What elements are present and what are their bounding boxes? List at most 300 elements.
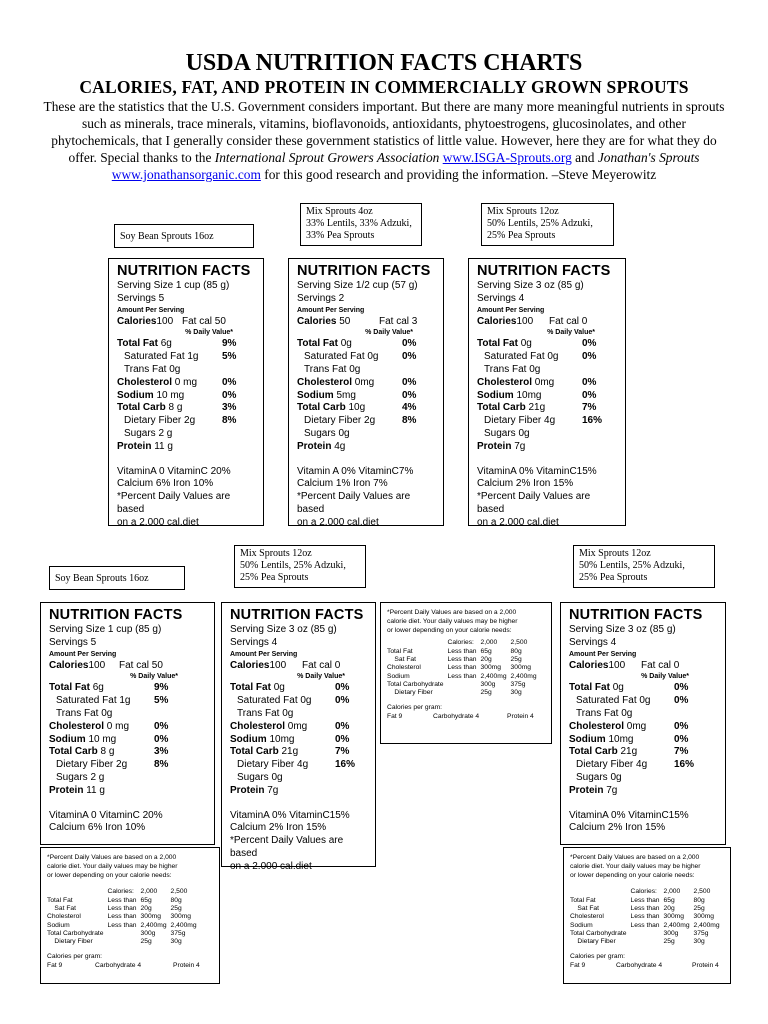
dv-table-row: [570, 905, 724, 913]
dv-footnote-bottom-right: [563, 847, 731, 984]
dv-table-cell: Cholesterol: [47, 913, 81, 921]
dv-table-row: [387, 648, 541, 656]
sat-fat-dv: 0%: [402, 351, 417, 363]
dv-table-row: [570, 913, 724, 921]
calories-value: 100: [88, 659, 106, 671]
dv-table-cell: 2,000: [480, 639, 498, 647]
cholesterol-label: Cholesterol: [297, 376, 353, 388]
cpg-fat: Fat 9: [387, 713, 403, 721]
dv-table-cell: Less than: [107, 904, 137, 912]
dv-table-cell: Less than: [447, 647, 477, 655]
protein-amount: 7g: [511, 440, 526, 452]
footnote-line: *Percent Daily Values are based: [117, 491, 231, 515]
total-carb-dv: 4%: [402, 402, 417, 414]
servings: Servings 4: [569, 636, 617, 648]
total-fat-dv: 0%: [674, 682, 689, 694]
mineral-line: Calcium 6% Iron 10%: [49, 822, 146, 834]
calories-value: 100: [156, 315, 174, 327]
calories-label: Calories: [49, 659, 89, 671]
fiber-amount: 2g: [361, 415, 376, 427]
mineral-line: Calcium 1% Iron 7%: [297, 478, 388, 490]
cpg-carb: Carbohydrate 4: [433, 713, 480, 721]
sodium-label: Sodium: [117, 389, 154, 401]
dv-table-cell: Calories:: [447, 639, 474, 647]
label-line: 25% Pea Sprouts: [487, 230, 556, 241]
sat-fat-dv: 0%: [674, 695, 689, 707]
dv-table-cell: Sodium: [387, 672, 410, 680]
dv-table-row: [387, 656, 541, 664]
protein-amount: 7g: [264, 784, 279, 796]
sodium-amount: 10mg: [605, 733, 634, 745]
dv-table-cell: Dietary Fiber: [387, 689, 433, 697]
dv-table-cell: [448, 681, 481, 689]
calories-per-gram: Calories per gram:: [47, 953, 103, 961]
dv-table-cell: Sat Fat: [570, 904, 599, 912]
dv-table-cell: Less than: [447, 664, 477, 672]
total-fat-amount: 6g: [157, 338, 172, 350]
fat-cal: Fat cal 50: [119, 659, 163, 671]
dv-table: [570, 888, 724, 946]
dv-table-cell: 25g: [170, 904, 182, 912]
dv-line: or lower depending on your calorie needs:: [570, 871, 695, 879]
dv-table-cell: Less than: [630, 904, 660, 912]
sodium-label: Sodium: [49, 733, 86, 745]
fiber-dv: 16%: [582, 415, 603, 427]
dv-table-cell: 300mg: [510, 664, 531, 672]
cholesterol-amount: 0 mg: [172, 376, 198, 388]
serving-size: Serving Size 3 oz (85 g): [569, 624, 676, 635]
amount-per-serving: Amount Per Serving: [297, 306, 365, 314]
sugars-amount: 2 g: [155, 427, 173, 439]
protein-label: Protein: [49, 784, 84, 796]
page-title: USDA NUTRITION FACTS CHARTS: [185, 50, 583, 76]
total-fat-amount: 0g: [609, 682, 624, 694]
amount-per-serving: Amount Per Serving: [49, 650, 117, 658]
vitamin-line: VitaminA 0 VitaminC 20%: [49, 809, 163, 821]
fiber-label: Dietary Fiber: [484, 415, 542, 427]
dv-table-cell: 2,500: [170, 888, 188, 896]
total-fat-label: Total Fat: [49, 682, 90, 694]
dv-table-row: [570, 888, 724, 896]
total-carb-amount: 10g: [345, 402, 366, 414]
sodium-dv: 0%: [154, 733, 169, 745]
dv-table-cell: 65g: [140, 896, 152, 904]
dv-footnote-bottom-left: [40, 847, 220, 984]
sugars-amount: 2 g: [87, 771, 105, 783]
label-line: 25% Pea Sprouts: [240, 572, 309, 583]
total-fat-amount: 0g: [270, 682, 285, 694]
cpg-protein: Protein 4: [507, 713, 534, 721]
serving-size: Serving Size 3 oz (85 g): [230, 624, 337, 635]
cpg-carb: Carbohydrate 4: [616, 962, 663, 970]
protein-amount: 11 g: [83, 784, 105, 796]
dv-table: [387, 639, 541, 697]
dv-line: *Percent Daily Values are based on a 2,000: [47, 854, 177, 861]
sat-fat-label: Saturated Fat: [304, 351, 365, 363]
fiber-amount: 4g: [633, 759, 648, 771]
intro-paragraph: [40, 98, 728, 183]
protein-label: Protein: [297, 440, 332, 452]
dv-table-cell: 2,400mg: [140, 921, 167, 929]
fiber-dv: 8%: [402, 415, 417, 427]
dv-table-row: [387, 681, 541, 689]
calories-value: 100: [269, 659, 287, 671]
label-line: Mix Sprouts 12oz: [240, 548, 312, 559]
dv-table-row: [47, 888, 201, 896]
calories-label: Calories: [230, 659, 270, 671]
intro-text: These are the statistics that the U.S. Government considers important. But there are many more meaningful nutrients in sprouts such as minerals, trace minerals, vitamins, bioflavonoids, antioxidants, phytoestrogens, glucosinolates, and other phytochemicals, that I generally consider these government statistics of little value. However, here they are for what they do offer. Special thanks to the: [43, 99, 725, 165]
label-mix12-bottom-center: [234, 545, 366, 588]
total-fat-label: Total Fat: [230, 682, 271, 694]
dv-table-cell: 300g: [663, 929, 679, 937]
dv-table-cell: 20g: [480, 655, 492, 663]
dv-table-cell: 2,500: [510, 639, 528, 647]
daily-value-header: % Daily Value*: [365, 329, 413, 337]
nf-heading: NUTRITION FACTS: [230, 607, 364, 623]
jonathans-name: Jonathan's Sprouts: [597, 150, 700, 165]
label-line: 50% Lentils, 25% Adzuki,: [579, 560, 685, 571]
sugars-label: Sugars: [237, 771, 269, 783]
label-line: Mix Sprouts 4oz: [306, 206, 373, 217]
dv-table-cell: Cholesterol: [570, 913, 604, 921]
total-carb-label: Total Carb: [297, 402, 346, 414]
cholesterol-dv: 0%: [335, 720, 350, 732]
dv-table-row: [570, 938, 724, 946]
nutrition-facts-soy-top: [108, 258, 264, 526]
footnote-line: on a 2.000 cal.diet: [297, 516, 379, 528]
total-carb-dv: 7%: [582, 402, 597, 414]
vitamin-line: Vitamin A 0% VitaminC7%: [297, 465, 414, 477]
dv-table-cell: 300mg: [170, 913, 191, 921]
dv-table-cell: 2,000: [140, 888, 158, 896]
sodium-amount: 10mg: [513, 389, 542, 401]
dv-table-cell: Less than: [447, 672, 477, 680]
sat-fat-amount: 0g: [636, 695, 651, 707]
cholesterol-dv: 0%: [222, 376, 237, 388]
amount-per-serving: Amount Per Serving: [477, 306, 545, 314]
dv-table-cell: Total Carbohydrate: [47, 929, 104, 937]
cholesterol-dv: 0%: [582, 376, 597, 388]
total-carb-label: Total Carb: [230, 746, 279, 758]
dv-table-cell: Less than: [107, 921, 137, 929]
label-text: Soy Bean Sprouts 16oz: [55, 573, 149, 584]
sat-fat-amount: 0g: [364, 351, 379, 363]
daily-value-header: % Daily Value*: [641, 673, 689, 681]
total-carb-dv: 7%: [335, 746, 350, 758]
fiber-label: Dietary Fiber: [56, 759, 114, 771]
label-line: 33% Pea Sprouts: [306, 230, 375, 241]
label-mix4-top: [300, 203, 422, 246]
dv-table-cell: Less than: [107, 913, 137, 921]
fiber-dv: 16%: [674, 759, 695, 771]
total-fat-label: Total Fat: [477, 338, 518, 350]
cholesterol-label: Cholesterol: [477, 376, 533, 388]
dv-table-row: [47, 913, 201, 921]
mineral-line: Calcium 2% Iron 15%: [477, 478, 574, 490]
jonathans-link[interactable]: www.jonathansorganic.com: [111, 167, 261, 182]
dv-table-cell: 30g: [510, 689, 522, 697]
dv-table-cell: [387, 639, 448, 647]
daily-value-header: % Daily Value*: [547, 329, 595, 337]
dv-table-cell: 30g: [693, 938, 705, 946]
fiber-label: Dietary Fiber: [237, 759, 295, 771]
sat-fat-label: Saturated Fat: [56, 695, 117, 707]
total-carb-label: Total Carb: [117, 402, 166, 414]
dv-line: *Percent Daily Values are based on a 2,000: [570, 854, 700, 861]
total-carb-amount: 21g: [525, 402, 546, 414]
total-fat-dv: 0%: [402, 338, 417, 350]
dv-table-row: [387, 664, 541, 672]
calories-label: Calories: [297, 315, 337, 327]
dv-table-cell: Total Fat: [47, 896, 73, 904]
calories-per-gram: Calories per gram:: [387, 704, 443, 712]
label-mix12-top: [481, 203, 614, 246]
sat-fat-dv: 5%: [222, 351, 237, 363]
sat-fat-label: Saturated Fat: [576, 695, 637, 707]
sugars-amount: 0g: [607, 771, 622, 783]
dv-table-row: [570, 897, 724, 905]
cholesterol-amount: 0mg: [624, 720, 647, 732]
fiber-dv: 8%: [154, 759, 169, 771]
sodium-amount: 5mg: [333, 389, 356, 401]
dv-table-cell: [631, 930, 664, 938]
dv-table-row: [387, 689, 541, 697]
total-fat-dv: 9%: [154, 682, 169, 694]
dv-table-row: [570, 922, 724, 930]
dv-table-cell: Cholesterol: [387, 664, 421, 672]
dv-table-cell: 80g: [510, 647, 522, 655]
dv-table-cell: [47, 888, 108, 896]
sodium-label: Sodium: [569, 733, 606, 745]
calories-label: Calories: [117, 315, 157, 327]
amount-per-serving: Amount Per Serving: [117, 306, 185, 314]
calories-value: 100: [516, 315, 534, 327]
protein-amount: 11 g: [151, 440, 173, 452]
sat-fat-label: Saturated Fat: [237, 695, 298, 707]
label-line: 50% Lentils, 25% Adzuki,: [487, 218, 593, 229]
trans-fat: Trans Fat 0g: [304, 363, 361, 375]
dv-table: [47, 888, 201, 946]
dv-table-cell: 20g: [140, 904, 152, 912]
total-fat-dv: 0%: [335, 682, 350, 694]
dv-table-cell: 375g: [510, 680, 526, 688]
dv-table-cell: 300mg: [480, 664, 501, 672]
dv-table-cell: 25g: [510, 655, 522, 663]
vitamin-line: VitaminA 0 VitaminC 20%: [117, 465, 231, 477]
sodium-dv: 0%: [335, 733, 350, 745]
footnote-line: *Percent Daily Values are based: [230, 835, 344, 859]
amount-per-serving: Amount Per Serving: [230, 650, 298, 658]
cpg-protein: Protein 4: [692, 962, 719, 970]
dv-table-cell: 2,400mg: [170, 921, 197, 929]
daily-value-header: % Daily Value*: [297, 673, 345, 681]
sat-fat-dv: 0%: [335, 695, 350, 707]
trans-fat: Trans Fat 0g: [484, 363, 541, 375]
dv-table-cell: [448, 689, 481, 697]
total-fat-dv: 0%: [582, 338, 597, 350]
dv-table-cell: 65g: [663, 896, 675, 904]
dv-table-cell: 375g: [693, 929, 709, 937]
dv-table-cell: 300mg: [663, 913, 684, 921]
cholesterol-label: Cholesterol: [49, 720, 105, 732]
label-line: 33% Lentils, 33% Adzuki,: [306, 218, 412, 229]
cholesterol-label: Cholesterol: [569, 720, 625, 732]
cpg-fat: Fat 9: [570, 962, 586, 970]
total-carb-amount: 21g: [617, 746, 638, 758]
label-line: 25% Pea Sprouts: [579, 572, 648, 583]
dv-table-cell: Less than: [630, 896, 660, 904]
total-fat-amount: 6g: [89, 682, 104, 694]
protein-amount: 4g: [331, 440, 346, 452]
nutrition-facts-soy-bottom: [40, 602, 215, 845]
label-soy-bottom: [49, 566, 185, 590]
dv-table-cell: 2,400mg: [480, 672, 507, 680]
fiber-label: Dietary Fiber: [576, 759, 634, 771]
dv-table-cell: [108, 930, 141, 938]
sugars-amount: 0g: [268, 771, 283, 783]
sugars-amount: 0g: [515, 427, 530, 439]
dv-table-cell: [108, 938, 141, 946]
sat-fat-label: Saturated Fat: [484, 351, 545, 363]
dv-table-cell: 65g: [480, 647, 492, 655]
cholesterol-amount: 0mg: [352, 376, 375, 388]
servings: Servings 4: [477, 292, 525, 304]
fiber-amount: 4g: [541, 415, 556, 427]
nutrition-facts-mix12-top: [468, 258, 626, 526]
dv-table-cell: 30g: [170, 938, 182, 946]
sodium-dv: 0%: [402, 389, 417, 401]
dv-table-cell: 2,400mg: [693, 921, 720, 929]
cholesterol-amount: 0mg: [285, 720, 308, 732]
sat-fat-dv: 5%: [154, 695, 169, 707]
nf-heading: NUTRITION FACTS: [477, 263, 611, 279]
sodium-label: Sodium: [230, 733, 267, 745]
dv-table-cell: Sat Fat: [47, 904, 76, 912]
total-carb-label: Total Carb: [49, 746, 98, 758]
dv-table-row: [47, 897, 201, 905]
fiber-amount: 4g: [294, 759, 309, 771]
intro-and: and: [571, 150, 598, 165]
total-carb-dv: 3%: [222, 402, 237, 414]
sodium-dv: 0%: [674, 733, 689, 745]
sat-fat-amount: 0g: [297, 695, 312, 707]
dv-table-cell: 25g: [663, 938, 675, 946]
dv-table-cell: 20g: [663, 904, 675, 912]
label-line: Mix Sprouts 12oz: [579, 548, 651, 559]
footnote-line: on a 2.000 cal.diet: [117, 516, 199, 528]
footnote-line: on a 2.000 cal.diet: [230, 860, 312, 872]
total-fat-label: Total Fat: [297, 338, 338, 350]
dv-table-cell: Total Fat: [387, 647, 413, 655]
nf-heading: NUTRITION FACTS: [569, 607, 703, 623]
dv-table-row: [47, 938, 201, 946]
dv-line: or lower depending on your calorie needs:: [47, 871, 172, 879]
serving-size: Serving Size 1 cup (85 g): [117, 280, 230, 291]
sat-fat-amount: 0g: [544, 351, 559, 363]
sodium-dv: 0%: [582, 389, 597, 401]
dv-table-cell: 2,400mg: [510, 672, 537, 680]
servings: Servings 2: [297, 292, 345, 304]
cholesterol-amount: 0 mg: [104, 720, 130, 732]
sat-fat-label: Saturated Fat: [124, 351, 185, 363]
sodium-amount: 10mg: [266, 733, 295, 745]
dv-table-cell: 300mg: [140, 913, 161, 921]
servings: Servings 5: [49, 636, 97, 648]
calories-value: 100: [608, 659, 626, 671]
cholesterol-dv: 0%: [154, 720, 169, 732]
dv-footnote-center: [380, 602, 552, 744]
cpg-carb: Carbohydrate 4: [95, 962, 142, 970]
dv-table-cell: 300g: [480, 680, 496, 688]
sugars-label: Sugars: [576, 771, 608, 783]
vitamin-line: VitaminA 0% VitaminC15%: [230, 809, 350, 821]
nf-heading: NUTRITION FACTS: [117, 263, 251, 279]
daily-value-header: % Daily Value*: [185, 329, 233, 337]
fat-cal: Fat cal 0: [641, 659, 680, 671]
dv-table-cell: Dietary Fiber: [47, 938, 93, 946]
total-carb-amount: 8 g: [165, 402, 183, 414]
servings: Servings 5: [117, 292, 165, 304]
dv-table-cell: 375g: [170, 929, 186, 937]
total-carb-dv: 7%: [674, 746, 689, 758]
serving-size: Serving Size 1/2 cup (57 g): [297, 280, 418, 291]
protein-amount: 7g: [603, 784, 618, 796]
vitamin-line: VitaminA 0% VitaminC15%: [477, 465, 597, 477]
dv-line: calorie diet. Your daily values may be higher: [47, 862, 178, 870]
nutrition-facts-mix12-bottom-center: [221, 602, 376, 872]
servings: Servings 4: [230, 636, 278, 648]
trans-fat: Trans Fat 0g: [576, 707, 633, 719]
fat-cal: Fat cal 0: [302, 659, 341, 671]
dv-table-cell: 80g: [693, 896, 705, 904]
sodium-amount: 10 mg: [153, 389, 185, 401]
total-carb-amount: 21g: [278, 746, 299, 758]
dv-table-cell: 2,500: [693, 888, 711, 896]
dv-table-row: [47, 905, 201, 913]
isga-name: International Sprout Growers Association: [214, 150, 440, 165]
dv-line: or lower depending on your calorie needs:: [387, 626, 512, 634]
calories-label: Calories: [569, 659, 609, 671]
intro-text-end: for this good research and providing the information. –Steve Meyerowitz: [260, 167, 657, 182]
dv-table-cell: Total Carbohydrate: [570, 929, 627, 937]
sat-fat-amount: 1g: [116, 695, 131, 707]
cpg-fat: Fat 9: [47, 962, 63, 970]
vitamin-line: VitaminA 0% VitaminC15%: [569, 809, 689, 821]
fiber-amount: 2g: [181, 415, 196, 427]
fiber-dv: 16%: [335, 759, 356, 771]
cholesterol-label: Cholesterol: [117, 376, 173, 388]
label-mix12-bottom-right: [573, 545, 715, 588]
footnote-line: *Percent Daily Values are based: [477, 491, 591, 515]
isga-link[interactable]: www.ISGA-Sprouts.org: [442, 150, 572, 165]
cholesterol-dv: 0%: [674, 720, 689, 732]
trans-fat: Trans Fat 0g: [56, 707, 113, 719]
dv-table-cell: Less than: [107, 896, 137, 904]
dv-table-cell: 25g: [140, 938, 152, 946]
fiber-dv: 8%: [222, 415, 237, 427]
dv-line: *Percent Daily Values are based on a 2,000: [387, 609, 517, 616]
calories-value: 50: [336, 315, 351, 327]
dv-table-cell: Calories:: [630, 888, 657, 896]
dv-table-cell: Total Carbohydrate: [387, 680, 444, 688]
nutrition-facts-mix12-bottom-right: [560, 602, 726, 845]
nf-heading: NUTRITION FACTS: [297, 263, 431, 279]
sat-fat-amount: 1g: [184, 351, 199, 363]
calories-per-gram: Calories per gram:: [570, 953, 626, 961]
fat-cal: Fat cal 0: [549, 315, 588, 327]
sugars-label: Sugars: [304, 427, 336, 439]
total-carb-label: Total Carb: [569, 746, 618, 758]
